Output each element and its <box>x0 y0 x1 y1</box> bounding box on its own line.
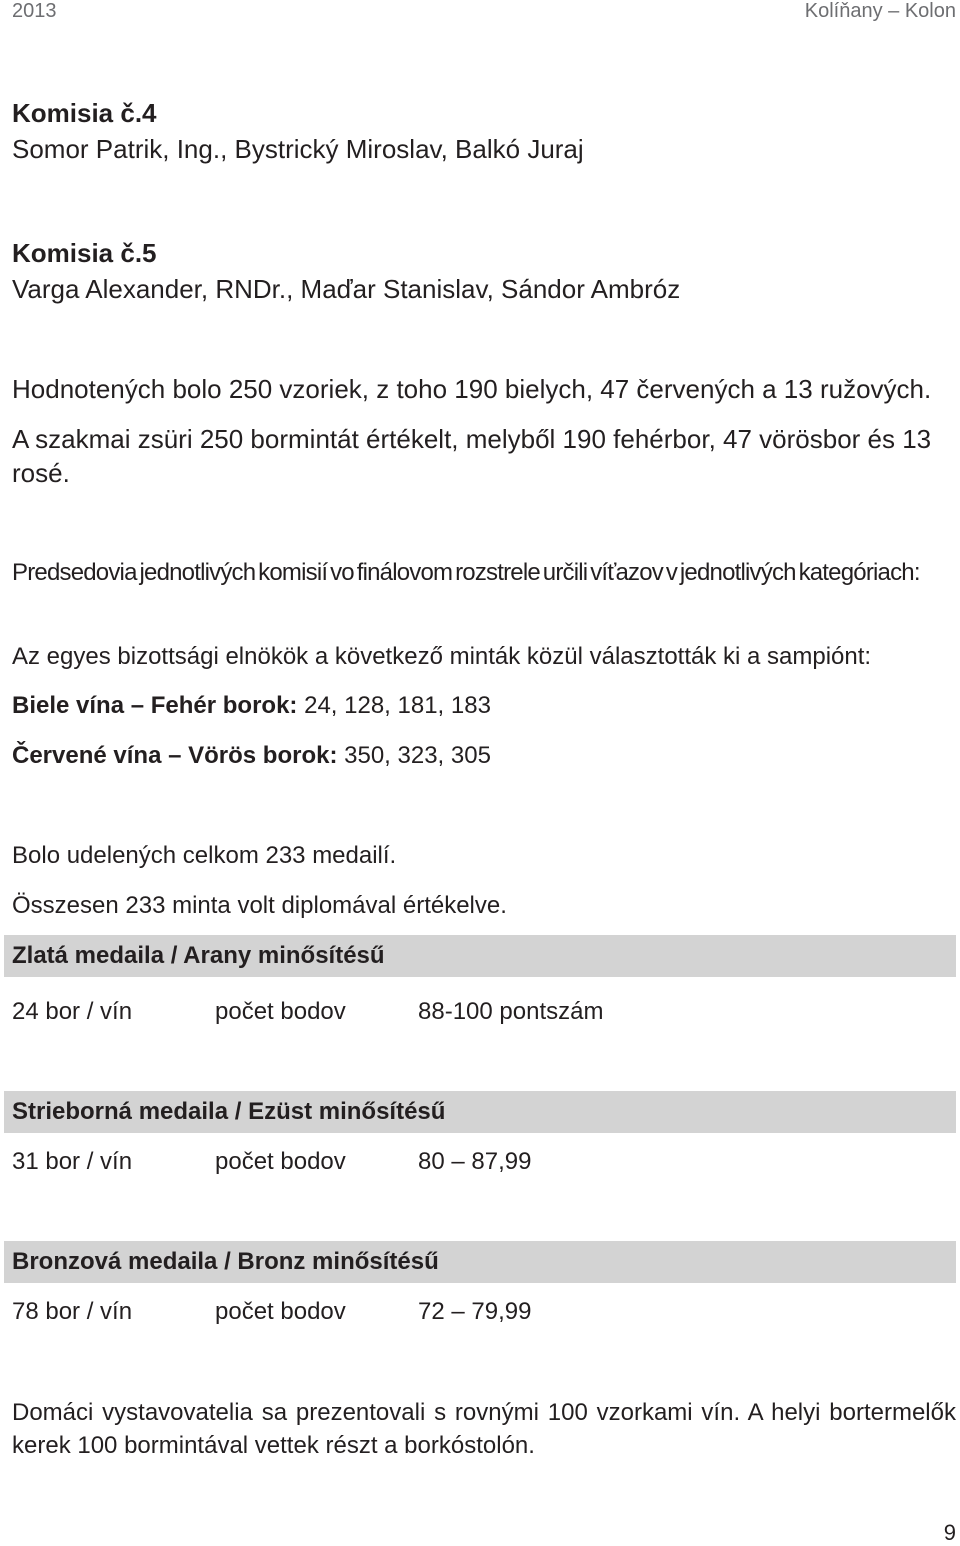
bronze-medal-header: Bronzová medaila / Bronz minősítésű <box>4 1241 956 1283</box>
gold-points-label: počet bodov <box>215 998 346 1025</box>
header-year: 2013 <box>12 0 57 22</box>
white-wines-values: 24, 128, 181, 183 <box>297 692 491 719</box>
red-wines-line <box>12 740 491 772</box>
silver-range: 80 – 87,99 <box>418 1148 532 1175</box>
gold-medal-header: Zlatá medaila / Arany minősítésű <box>4 935 956 977</box>
white-wines-label: Biele vína – Fehér borok: <box>12 692 298 719</box>
final-hu: Az egyes bizottsági elnökök a következő minták közül választották ki a sampiónt: <box>12 643 872 670</box>
samples-sk: Hodnotených bolo 250 vzoriek, z toho 190 bielych, 47 červených a 13 ružových. <box>12 374 932 404</box>
silver-count: 31 bor / vín <box>12 1148 133 1175</box>
komisia-4-members: Somor Patrik, Ing., Bystrický Miroslav, Balkó Juraj <box>12 134 584 164</box>
red-wines-label: Červené vína – Vörös borok: <box>12 742 338 769</box>
bronze-count: 78 bor / vín <box>12 1298 133 1325</box>
final-sk: Predsedovia jednotlivých komisií vo finálovom rozstrele určili víťazov v jednotlivých kategóriach: <box>12 559 920 586</box>
samples-hu: A szakmai zsüri 250 bormintát értékelt, melyből 190 fehérbor, 47 vörösbor és 13 rosé. <box>12 424 932 488</box>
komisia-5-title: Komisia č.5 <box>12 238 157 268</box>
bronze-range: 72 – 79,99 <box>418 1298 532 1325</box>
bronze-points-label: počet bodov <box>215 1298 346 1325</box>
komisia-5-members: Varga Alexander, RNDr., Maďar Stanislav, Sándor Ambróz <box>12 274 681 304</box>
komisia-4-title: Komisia č.4 <box>12 98 157 128</box>
silver-medal-header: Strieborná medaila / Ezüst minősítésű <box>4 1091 956 1133</box>
totals-sk: Bolo udelených celkom 233 medailí. <box>12 842 397 869</box>
white-wines-line <box>12 690 491 722</box>
red-wines-values: 350, 323, 305 <box>337 742 491 769</box>
header-place: Kolíňany – Kolon <box>804 0 956 22</box>
totals-hu: Összesen 233 minta volt diplomával értékelve. <box>12 892 507 919</box>
gold-count: 24 bor / vín <box>12 998 133 1025</box>
gold-range: 88-100 pontszám <box>418 998 604 1025</box>
closing-paragraph: Domáci vystavovatelia sa prezentovali s rovnými 100 vzorkami vín. A helyi bortermelők kerek 100 bormintával vettek részt a borkóstolón. <box>12 1399 956 1459</box>
silver-points-label: počet bodov <box>215 1148 346 1175</box>
page-number: 9 <box>943 1520 956 1545</box>
